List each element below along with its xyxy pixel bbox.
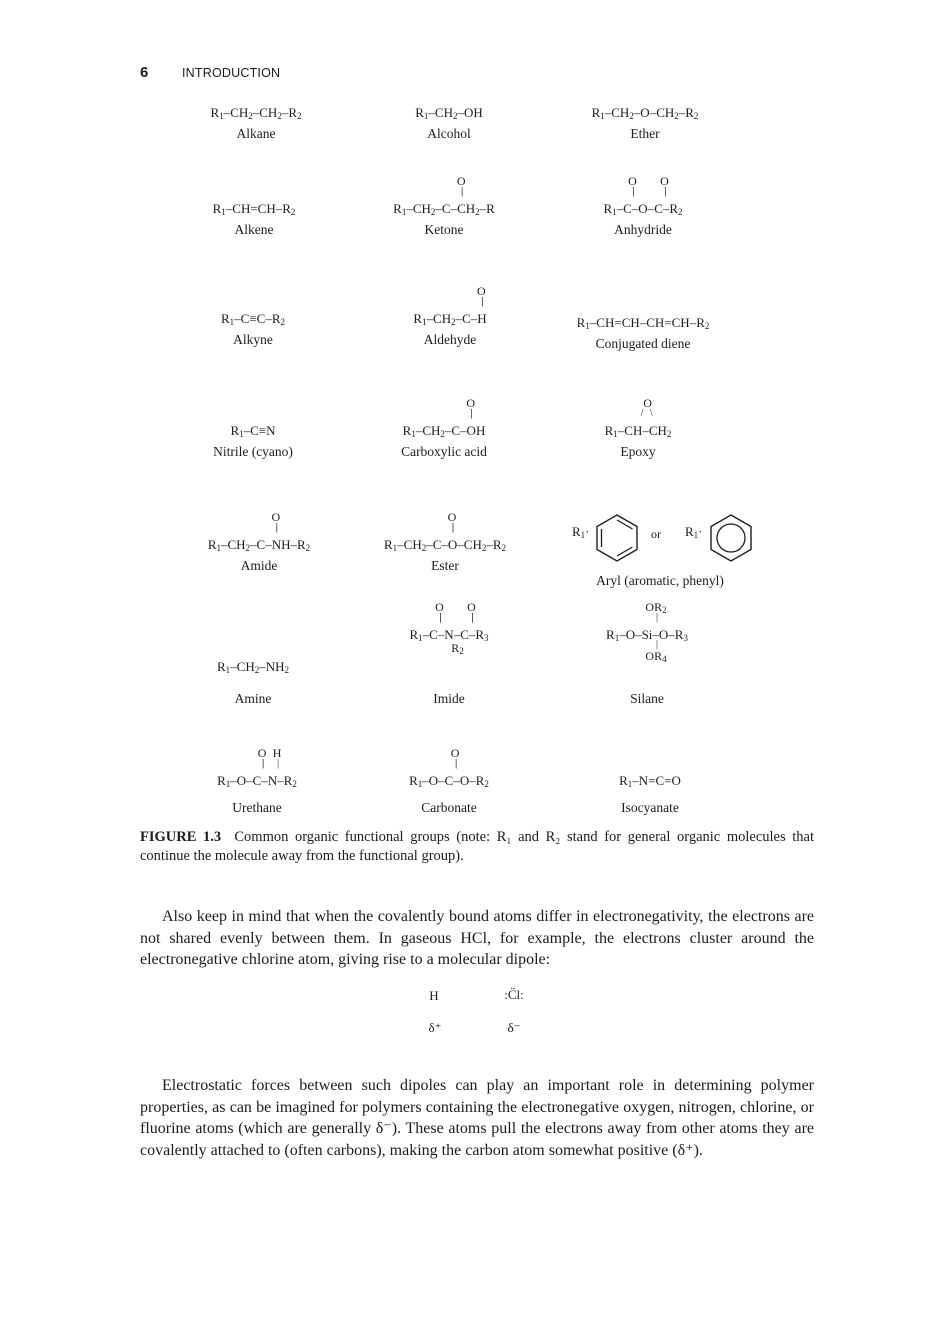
carbonyl-mark: O || bbox=[467, 600, 476, 623]
group-name: Ether bbox=[630, 126, 660, 141]
group-ester bbox=[383, 510, 507, 574]
figure-caption bbox=[140, 828, 814, 866]
group-name: Alkane bbox=[236, 126, 276, 141]
formula-carbonate: $R_1-O-C-O-R_2$ O || bbox=[409, 746, 489, 789]
caption-label: FIGURE 1.3 bbox=[140, 829, 222, 845]
carbonyl-mark: O || bbox=[456, 174, 466, 197]
group-name: Imide bbox=[433, 691, 465, 706]
silane-or4: | $OR_4$ bbox=[645, 639, 667, 664]
body-paragraph bbox=[140, 1075, 814, 1161]
aryl-r1: $R_1\cdot$ bbox=[685, 524, 703, 540]
group-name: Carbonate bbox=[421, 800, 477, 815]
formula-alkyne: $R_1-C\equiv C-R_2$ bbox=[220, 311, 286, 327]
group-name: Anhydride bbox=[614, 222, 672, 237]
group-name: Carboxylic acid bbox=[401, 444, 487, 459]
formula-ether: $R_1-CH_2-O-CH_2-R_2$ bbox=[591, 105, 699, 121]
group-ketone bbox=[393, 174, 495, 238]
formula-aldehyde: $R_1-CH_2-C-H$ O || bbox=[413, 284, 487, 327]
group-carbonate bbox=[409, 746, 489, 816]
group-nitrile bbox=[213, 422, 293, 460]
group-name: Alkene bbox=[234, 222, 274, 237]
group-alcohol bbox=[415, 104, 483, 142]
formula-conjugated-diene: $R_1-CH=CH-CH=CH-R_2$ bbox=[576, 315, 710, 331]
formula-ester: $R_1-CH_2-C-O-CH_2-R_2$ O || bbox=[383, 510, 507, 553]
carbonyl-mark: O || bbox=[435, 600, 444, 623]
carbonyl-mark: O || bbox=[447, 510, 457, 533]
paragraph-text: Also keep in mind that when the covalently bound atoms differ in electronegativity, the electrons are not shared evenly between them. In gaseous HCl, for example, the electrons cluster around the electronegative chlorine atom, giving rise to a molecular dipole: bbox=[140, 908, 814, 968]
aryl-r1: $R_1\cdot$ bbox=[572, 524, 590, 540]
imide-r2: $R_2$ bbox=[451, 641, 464, 656]
group-aryl-label bbox=[596, 569, 724, 589]
group-alkyne bbox=[221, 310, 285, 348]
group-name: Ester bbox=[431, 558, 459, 573]
carbonyl-mark: O || bbox=[628, 174, 637, 197]
carbonyl-mark: O || bbox=[466, 396, 475, 419]
group-amine bbox=[217, 658, 289, 707]
carbonyl-mark: O || bbox=[257, 746, 267, 769]
group-name: Nitrile (cyano) bbox=[213, 444, 293, 459]
group-carboxylic-acid bbox=[401, 396, 487, 460]
epoxy-bridge: O / \ bbox=[640, 396, 655, 419]
group-name: Amine bbox=[234, 691, 272, 706]
formula-amide: $R_1-CH_2-C-NH-R_2$ O || bbox=[207, 510, 311, 553]
group-isocyanate bbox=[619, 772, 681, 816]
silane-or2: $OR_2$ | bbox=[645, 600, 667, 623]
dipole-delta-minus: δ⁻ bbox=[507, 1020, 521, 1035]
formula-alcohol: $R_1-CH_2-OH$ bbox=[415, 105, 483, 121]
group-name: Aryl (aromatic, phenyl) bbox=[596, 573, 724, 588]
group-name: Amide bbox=[240, 558, 278, 573]
formula-anhydride: $R_1-C-O-C-R_2$ O || O || bbox=[603, 174, 683, 217]
benzene-circle-icon bbox=[705, 512, 757, 564]
benzene-kekule-icon bbox=[592, 512, 642, 564]
caption-text: Common organic functional groups (note: R₁ and R₂ stand for general organic molecules that continue the molecule away from the functional group). bbox=[140, 829, 814, 864]
dipole-h: H bbox=[429, 988, 439, 1003]
carbonyl-mark: O || bbox=[450, 746, 460, 769]
dipole-delta-plus: δ⁺ bbox=[428, 1020, 442, 1035]
body-paragraph bbox=[140, 906, 814, 971]
formula-imide: $R_1-C-N-C-R_3$ O || O || $R_2$ bbox=[409, 600, 489, 656]
group-name: Aldehyde bbox=[423, 332, 477, 347]
group-silane bbox=[606, 600, 688, 707]
group-epoxy bbox=[604, 396, 672, 460]
group-name: Silane bbox=[630, 691, 664, 706]
formula-epoxy: $R_1-CH-CH_2$ O / \ bbox=[604, 396, 672, 439]
carbonyl-mark: O || bbox=[271, 510, 281, 533]
group-amide bbox=[207, 510, 311, 574]
group-conjugated-diene bbox=[577, 314, 710, 352]
formula-ketone: $R_1-CH_2-C-CH_2-R$ O || bbox=[393, 174, 495, 217]
group-name: Epoxy bbox=[620, 444, 656, 459]
dipole-cl: :C̈l: bbox=[504, 987, 524, 1002]
group-name: Ketone bbox=[424, 222, 464, 237]
group-aldehyde bbox=[413, 284, 487, 348]
carbonyl-mark: O || bbox=[477, 284, 486, 307]
group-name: Urethane bbox=[232, 800, 282, 815]
aryl-or: or bbox=[651, 527, 661, 541]
formula-urethane: $R_1-O-C-N-R_2$ O || H | bbox=[217, 746, 297, 789]
group-name: Alkyne bbox=[233, 332, 273, 347]
formula-alkene: $R_1-CH=CH-R_2$ bbox=[212, 201, 296, 217]
group-alkane bbox=[211, 104, 302, 142]
formula-isocyanate: $R_1-N=C=O$ bbox=[619, 773, 681, 789]
formula-alkane: $R_1-CH_2-CH_2-R_2$ bbox=[210, 105, 302, 121]
formula-amine: $R_1-CH_2-NH_2$ bbox=[216, 659, 290, 675]
carbonyl-mark: O || bbox=[660, 174, 669, 197]
group-urethane bbox=[217, 746, 297, 816]
page-header bbox=[140, 64, 280, 81]
group-alkene bbox=[213, 200, 296, 238]
paragraph-text: Electrostatic forces between such dipoles can play an important role in determining polymer properties, as can be imagined for polymers containing the electronegative oxygen, nitrogen, chlorine, or fluorine atoms (which are generally δ⁻). These atoms pull the electrons away from other atoms they are covalently attached to (often carbons), making the carbon atom somewhat positive (δ⁺). bbox=[140, 1077, 814, 1159]
group-name: Conjugated diene bbox=[595, 336, 691, 351]
group-ether bbox=[592, 104, 699, 142]
group-imide bbox=[409, 600, 489, 707]
group-name: Isocyanate bbox=[621, 800, 679, 815]
group-anhydride bbox=[603, 174, 683, 238]
running-head: INTRODUCTION bbox=[182, 66, 281, 80]
group-name: Alcohol bbox=[427, 126, 471, 141]
formula-silane: $R_1-O-Si-O-R_3$ $OR_2$ | | $OR_4$ bbox=[606, 600, 688, 664]
formula-nitrile: $R_1-C\equiv N$ bbox=[230, 423, 276, 439]
formula-carboxylic-acid: $R_1-CH_2-C-OH$ O || bbox=[402, 396, 486, 439]
page-number: 6 bbox=[140, 64, 149, 81]
urethane-h: H | bbox=[272, 746, 282, 769]
